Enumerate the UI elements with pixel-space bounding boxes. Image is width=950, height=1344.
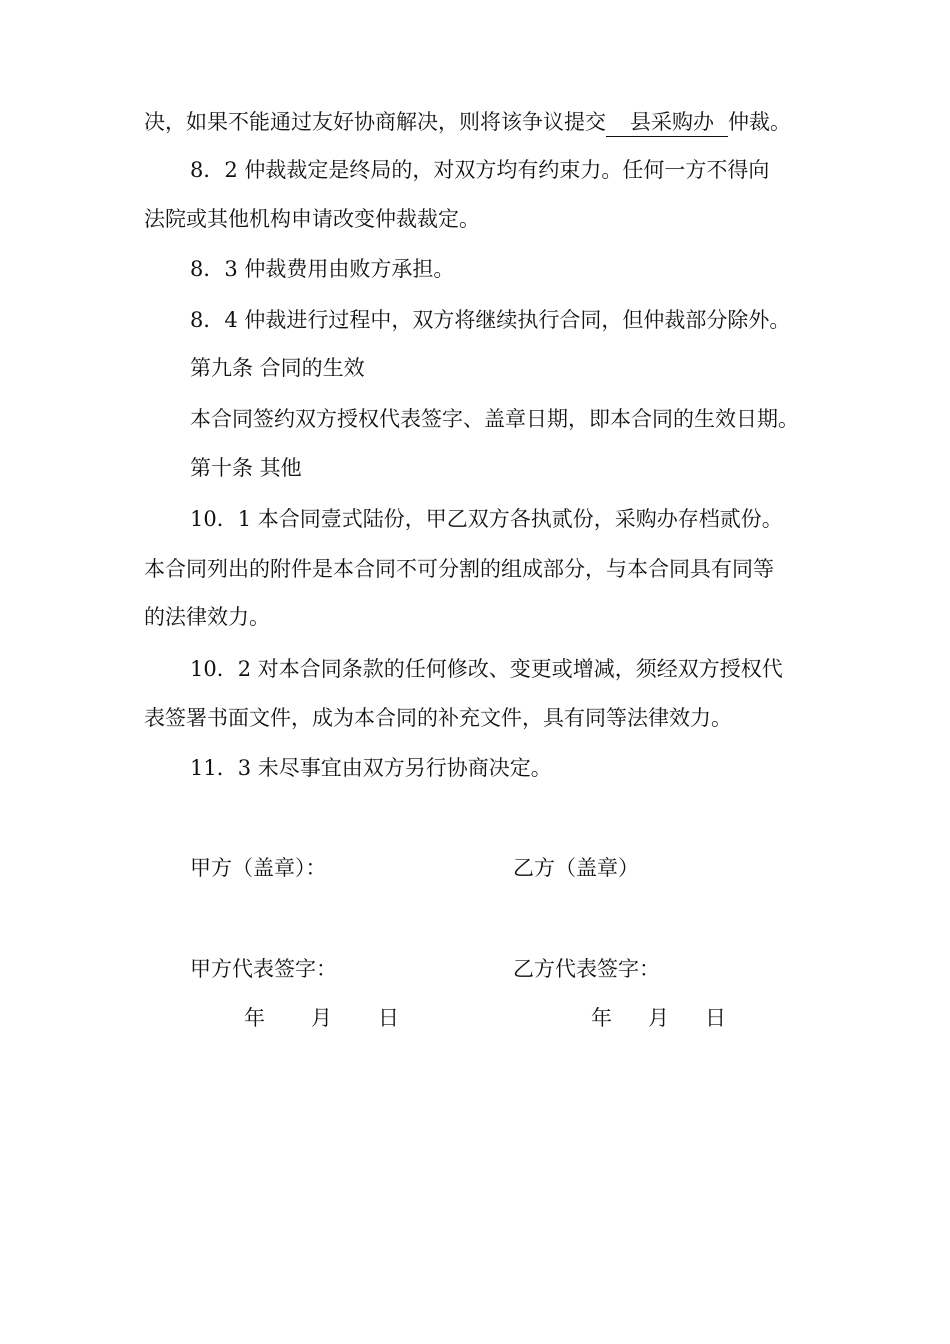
party-a-rep-label: 甲方代表签字： bbox=[190, 957, 337, 981]
clause-8-2-line-1: 8．2 仲裁裁定是终局的，对双方均有约束力。任何一方不得向 bbox=[190, 158, 770, 182]
clause-11-3: 11．3 未尽事宜由双方另行协商决定。 bbox=[190, 756, 552, 780]
paragraph-line-1 bbox=[144, 107, 791, 137]
party-a-seal-label: 甲方（盖章）： bbox=[190, 856, 327, 880]
party-a-day: 日 bbox=[378, 1006, 399, 1030]
clause-10-2-line-1: 10．2 对本合同条款的任何修改、变更或增减，须经双方授权代 bbox=[190, 657, 783, 681]
article-9-heading: 第九条 合同的生效 bbox=[190, 356, 365, 380]
party-a-date bbox=[244, 1003, 399, 1033]
party-b-rep-label: 乙方代表签字： bbox=[513, 957, 660, 981]
party-b-seal-label: 乙方（盖章） bbox=[513, 856, 639, 880]
clause-8-2-line-2: 法院或其他机构申请改变仲裁裁定。 bbox=[144, 207, 480, 231]
clause-10-1-line-3: 的法律效力。 bbox=[144, 605, 270, 629]
article-9-text: 本合同签约双方授权代表签字、盖章日期，即本合同的生效日期。 bbox=[190, 407, 799, 431]
party-b-day: 日 bbox=[705, 1006, 726, 1030]
clause-10-1-line-1: 10．1 本合同壹式陆份，甲乙双方各执贰份，采购办存档贰份。 bbox=[190, 507, 783, 531]
clause-10-1-line-2: 本合同列出的附件是本合同不可分割的组成部分，与本合同具有同等 bbox=[144, 557, 774, 581]
party-b-date bbox=[591, 1003, 726, 1033]
party-b-month: 月 bbox=[648, 1006, 669, 1030]
clause-8-4: 8．4 仲裁进行过程中，双方将继续执行合同，但仲裁部分除外。 bbox=[190, 308, 791, 332]
clause-8-3: 8．3 仲裁费用由败方承担。 bbox=[190, 257, 455, 281]
line-1-end: 仲裁。 bbox=[728, 110, 791, 134]
article-10-heading: 第十条 其他 bbox=[190, 456, 302, 480]
party-a-year: 年 bbox=[244, 1006, 265, 1030]
clause-10-2-line-2: 表签署书面文件，成为本合同的补充文件，具有同等法律效力。 bbox=[144, 706, 732, 730]
line-1-text: 决，如果不能通过友好协商解决，则将该争议提交 bbox=[144, 110, 606, 134]
arbitration-body-underlined: 县采购办 bbox=[606, 109, 728, 137]
party-a-month: 月 bbox=[311, 1006, 332, 1030]
party-b-year: 年 bbox=[591, 1006, 612, 1030]
